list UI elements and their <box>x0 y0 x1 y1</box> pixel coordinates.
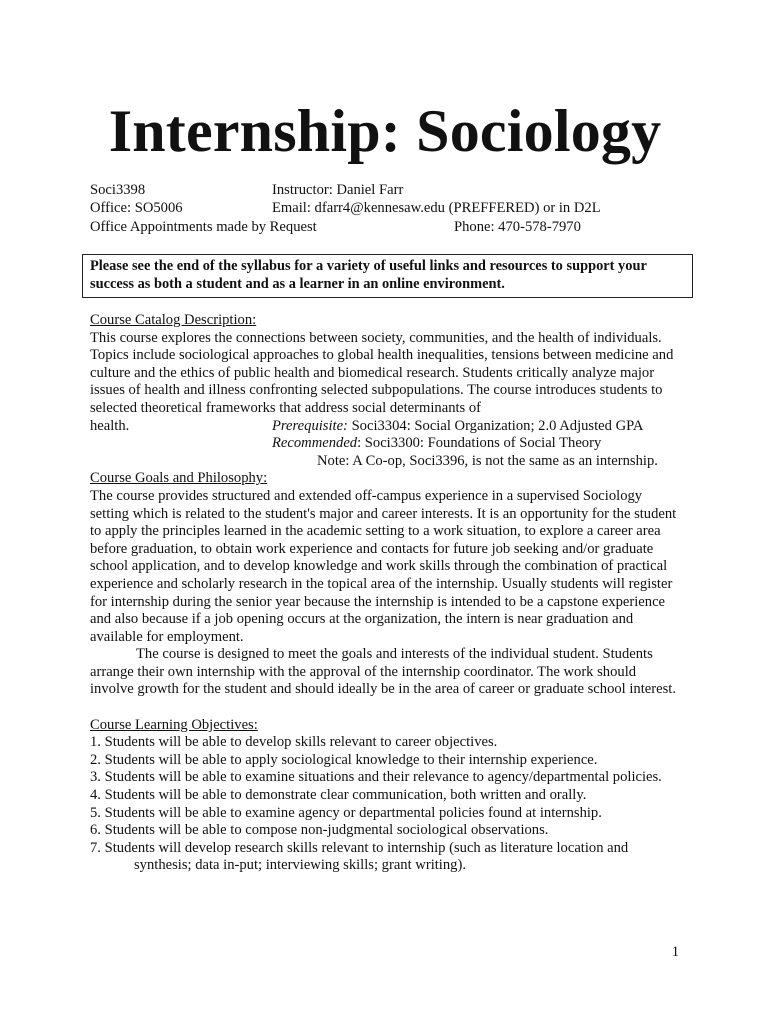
objective-item: 2. Students will be able to apply sociological knowledge to their internship experience. <box>90 751 598 768</box>
objectives-list <box>90 734 680 875</box>
catalog-prereq-line <box>90 418 680 436</box>
spacer <box>90 699 680 717</box>
instructor-email: Email: dfarr4@kennesaw.edu (PREFFERED) or in D2L <box>272 200 601 217</box>
prerequisite-label: Prerequisite: <box>272 417 348 434</box>
catalog-note-line <box>90 453 680 471</box>
instructor-name: Instructor: Daniel Farr <box>272 182 404 198</box>
catalog-heading: Course Catalog Description: <box>90 312 257 328</box>
catalog-last-word: health. <box>90 417 130 434</box>
instructor-phone: Phone: 470-578-7970 <box>454 218 581 235</box>
objective-item: 3. Students will be able to examine situations and their relevance to agency/departmental policies. <box>90 769 662 786</box>
recommended-label: Recommended <box>272 435 358 452</box>
objective-item: 6. Students will be able to compose non-judgmental sociological observations. <box>90 822 549 839</box>
goals-paragraph-1: The course provides structured and extended off-campus experience in a supervised Sociology setting which is related to the student's major and career interests. It is an opportunity for the student to apply the principles learned in the academic setting to a work situation, to explore a career area before graduation, to obtain work experience and contacts for future job seeking and/or graduate school application, and to develop knowledge and work skills through the combination of practical experience and scholarly research in the topical area of the internship. Usually students will register for internship during the senior year because the internship is intended to be a capstone experience and also because if a job opening occurs at the organization, the intern is near graduation and available for employment. <box>90 487 677 645</box>
recommended-text: : Soci3300: Foundations of Social Theory <box>357 435 602 452</box>
syllabus-body <box>90 312 680 875</box>
recommended <box>272 435 601 453</box>
objectives-heading: Course Learning Objectives: <box>90 716 258 733</box>
catalog-recommended-line <box>90 435 680 453</box>
coop-note: Note: A Co-op, Soci3396, is not the same as an internship. <box>317 452 658 469</box>
prerequisite <box>272 418 643 436</box>
resources-notice-box: Please see the end of the syllabus for a variety of useful links and resources to support your success as both a student and as a learner in an online environment. <box>82 254 693 298</box>
course-code: Soci3398 <box>90 182 146 198</box>
goals-heading: Course Goals and Philosophy: <box>90 470 268 487</box>
prerequisite-text: Soci3304: Social Organization; 2.0 Adjusted GPA <box>347 417 644 434</box>
page-title: Internship: Sociology <box>108 98 662 164</box>
objective-item: 1. Students will be able to develop skills relevant to career objectives. <box>90 734 498 751</box>
objective-item: 4. Students will be able to demonstrate clear communication, both written and orally. <box>90 787 587 804</box>
catalog-description: This course explores the connections between society, communities, and the health of individuals. Topics include sociological approaches to global health inequalities, tensions between medicine and culture and the ethics of public health and biomedical research. Students critically analyze major issues of health and illness confronting selected subpopulations. The course introduces students to selected theoretical frameworks that address social determinants of <box>90 329 674 416</box>
goals-paragraph-2: The course is designed to meet the goals and interests of the individual student. Students arrange their own internship with the approval of the internship coordinator. The work should involve growth for the student and should ideally be in the area of career or graduate school interest. <box>90 646 676 698</box>
objective-item: 7. Students will develop research skills relevant to internship (such as literature location and synthesis; data in-put; interviewing skills; grant writing). <box>90 839 629 874</box>
objective-item: 5. Students will be able to examine agency or departmental policies found at internship. <box>90 804 602 821</box>
office-appointments: Office Appointments made by Request <box>90 218 317 235</box>
office-location: Office: SO5006 <box>90 200 183 217</box>
page-number: 1 <box>671 944 679 960</box>
